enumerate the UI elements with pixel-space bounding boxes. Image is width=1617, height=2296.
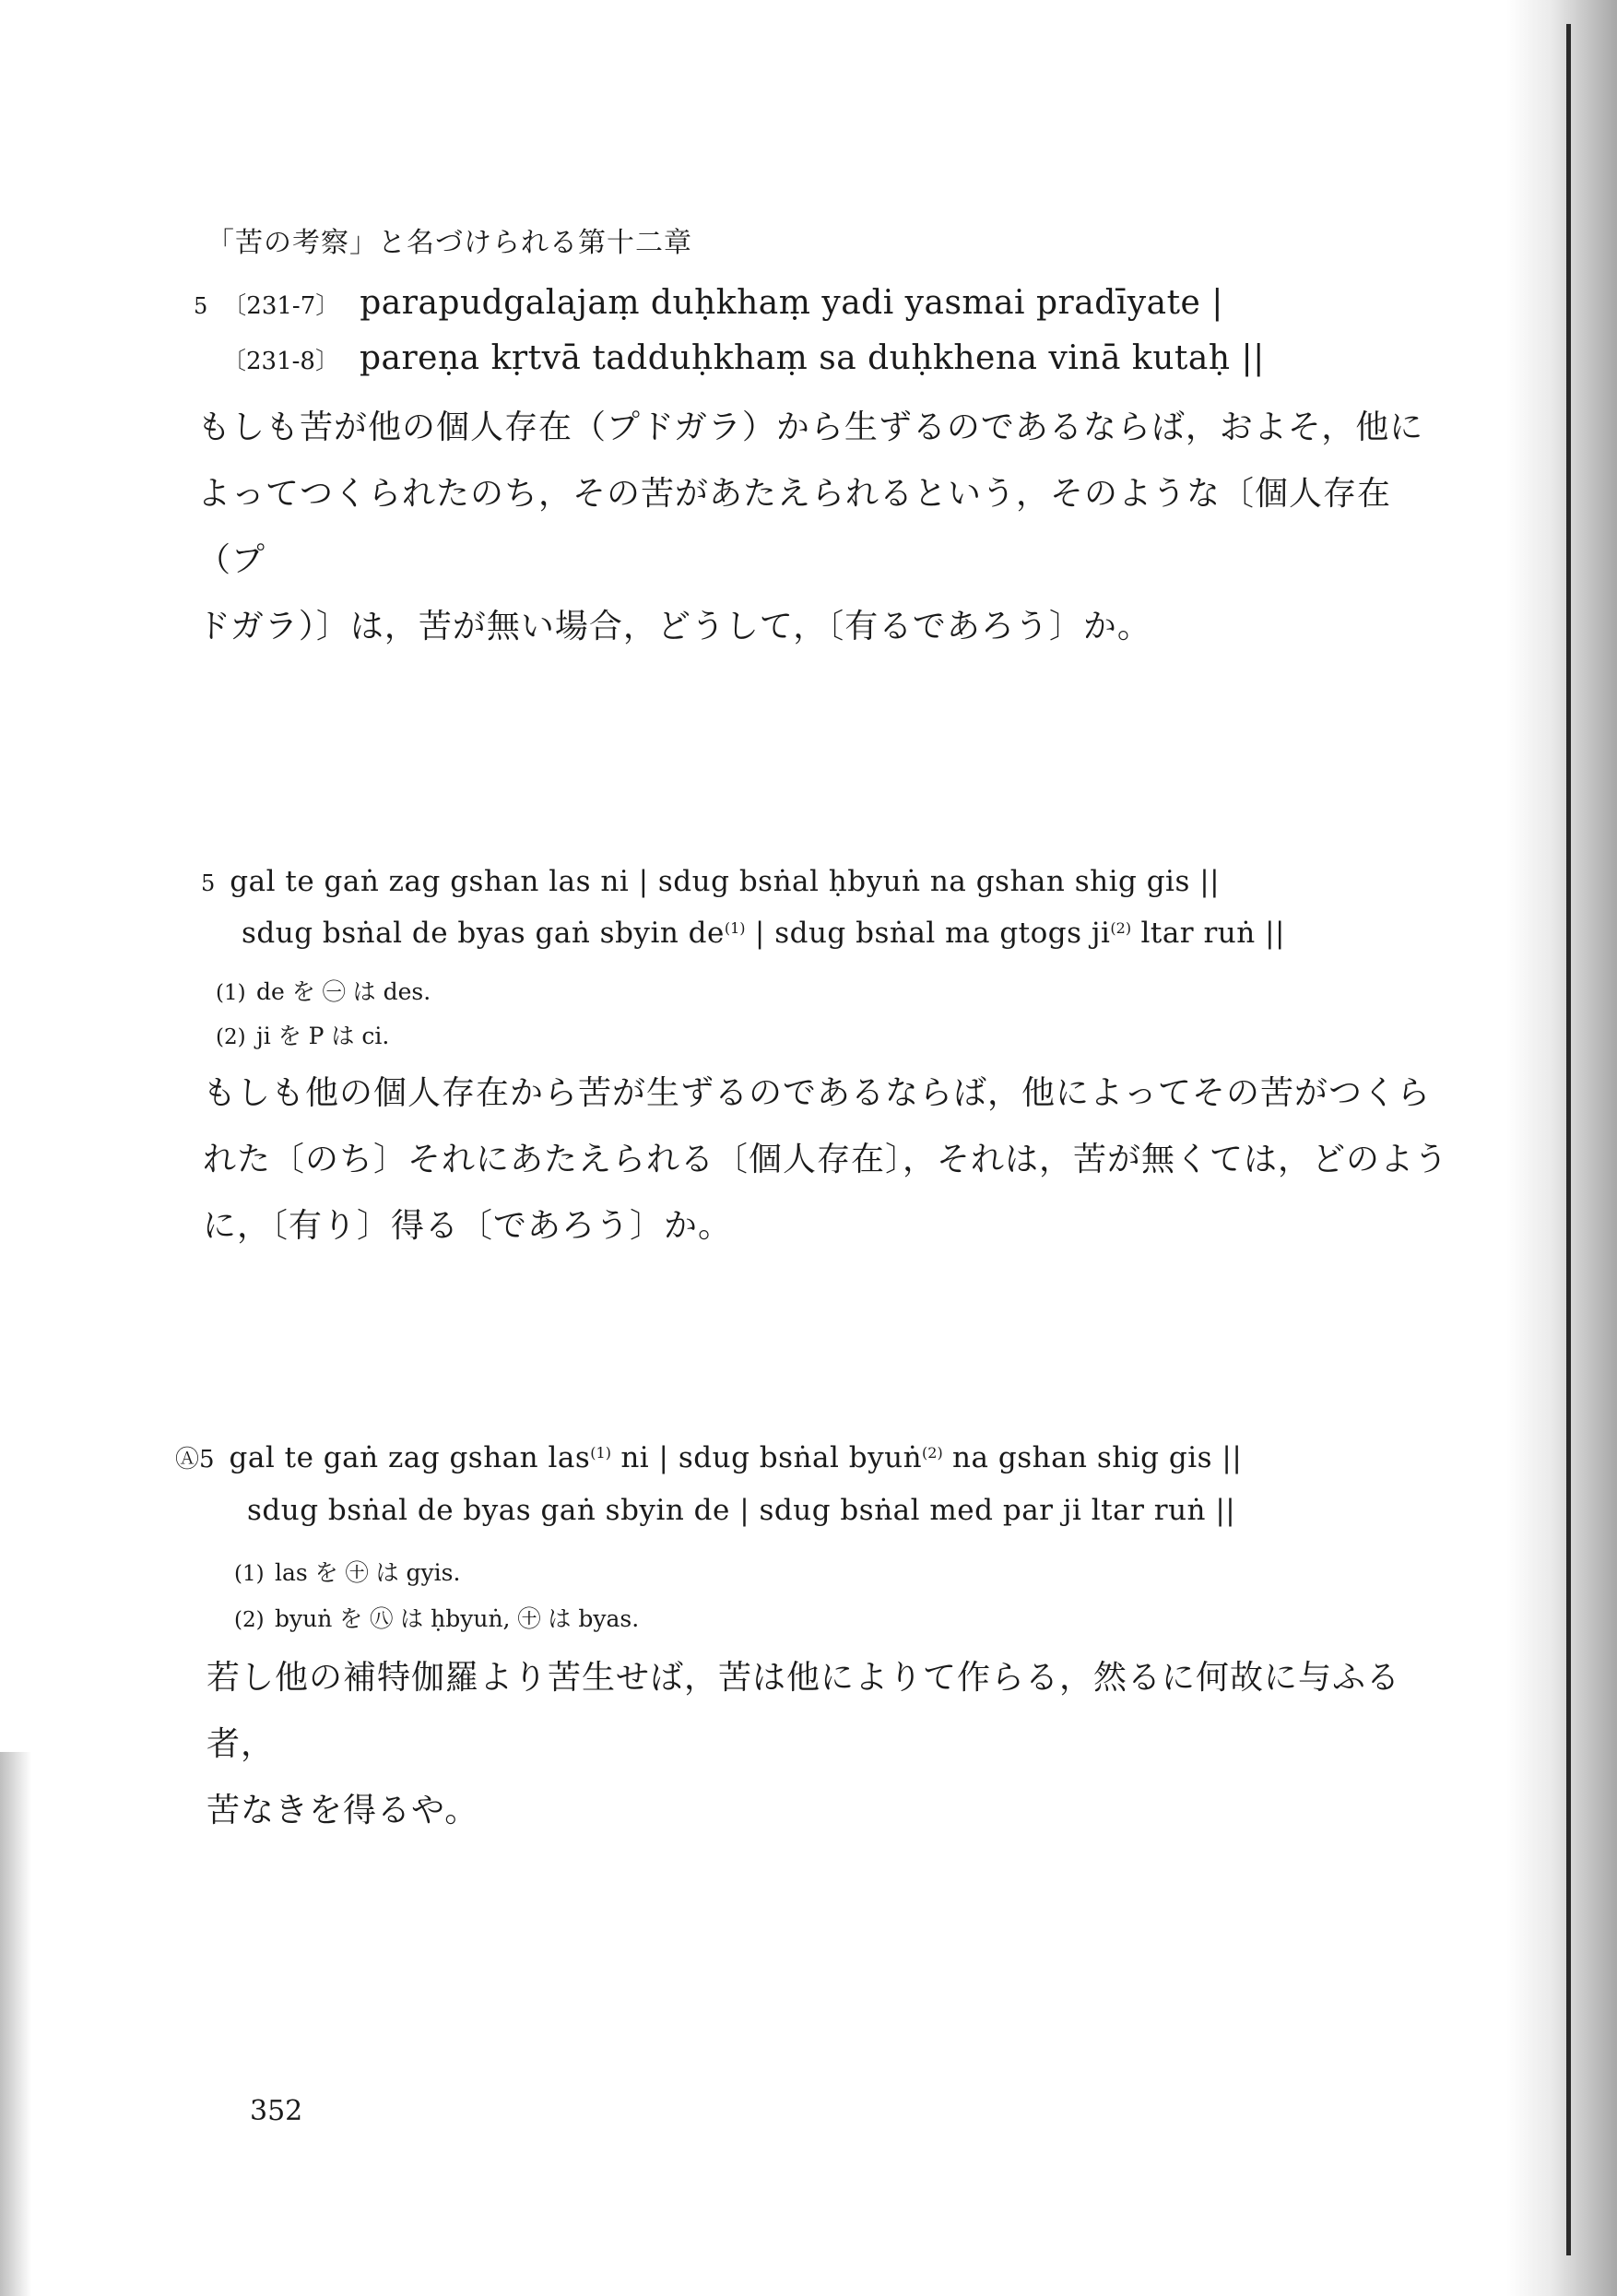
binding-shadow <box>0 1752 31 2296</box>
text-line: もしも苦が他の個人存在（プドガラ）から生ずるのであるならば，およそ，他に <box>197 408 1424 446</box>
sanskrit-line-1 <box>194 284 1223 322</box>
footnote-number: (1) <box>234 1562 265 1586</box>
tibetan-text: na gshan shig gis || <box>942 1441 1243 1474</box>
sanskrit-text: pareṇa kṛtvā tadduḥkhaṃ sa duḥkhena vinā kutaḥ || <box>359 339 1265 377</box>
footnote <box>234 1601 639 1634</box>
classical-translation <box>207 1645 1460 1844</box>
footnote <box>234 1555 460 1588</box>
japanese-translation-2 <box>203 1060 1457 1260</box>
verse-number: 5 <box>201 870 216 896</box>
verse-number: 5 <box>194 293 208 319</box>
tibetan-line-1 <box>201 865 1220 898</box>
footnote-text: byuṅ を ㊇ は ḥbyuṅ, ㊉ は byas. <box>275 1605 640 1632</box>
footnote <box>216 974 431 1007</box>
footnote-text: ji を P は ci. <box>256 1023 390 1049</box>
tibetan-line-3 <box>175 1440 1242 1474</box>
footnote-marker: (2) <box>1110 919 1132 937</box>
page-edge-line <box>1566 24 1571 2255</box>
verse-number: Ⓐ5 <box>175 1446 215 1473</box>
footnote-marker: (2) <box>922 1444 943 1462</box>
text-line: よってつくられたのち，その苦があたえられるという，そのような〔個人存在（プ <box>197 475 1392 579</box>
page-number: 352 <box>250 2095 303 2127</box>
tibetan-text: ni | sdug bsṅal byuṅ <box>610 1441 923 1474</box>
tibetan-text: sdug bsṅal de byas gaṅ sbyin de | sdug bsṅal med par ji ltar ruṅ || <box>247 1494 1236 1527</box>
verse-reference: 〔231-8〕 <box>222 348 339 375</box>
text-line: に，〔有り〕得る〔であろう〕か。 <box>203 1207 733 1245</box>
japanese-translation-1 <box>197 395 1451 660</box>
tibetan-text: | sdug bsṅal ma gtogs ji <box>745 917 1111 950</box>
text-line: ドガラ）〕は，苦が無い場合，どうして，〔有るであろう〕か。 <box>197 608 1151 645</box>
text-line: もしも他の個人存在から苦が生ずるのであるならば，他によってその苦がつくら <box>203 1074 1432 1112</box>
chapter-heading: 「苦の考察」と名づけられる第十二章 <box>207 227 692 259</box>
tibetan-text: ltar ruṅ || <box>1131 917 1285 950</box>
tibetan-text: gal te gaṅ zag gshan las ni | sdug bsṅal ḥbyuṅ na gshan shig gis || <box>230 865 1221 898</box>
sanskrit-text: parapudgalajaṃ duḥkhaṃ yadi yasmai pradīyate | <box>360 284 1223 322</box>
footnote-text: de を ㊀ は des. <box>256 978 431 1005</box>
footnote-number: (2) <box>216 1025 246 1049</box>
footnote <box>216 1018 389 1051</box>
tibetan-text: sdug bsṅal de byas gaṅ sbyin de <box>242 917 725 950</box>
footnote-marker: (1) <box>724 919 746 937</box>
text-line: れた〔のち〕それにあたえられる〔個人存在〕，それは，苦が無くては，どのよう <box>203 1141 1449 1178</box>
tibetan-text: gal te gaṅ zag gshan las <box>229 1441 591 1474</box>
sanskrit-line-2 <box>222 339 1265 377</box>
verse-reference: 〔231-7〕 <box>222 292 340 320</box>
footnote-number: (1) <box>216 981 246 1005</box>
text-line: 若し他の補特伽羅より苦生せば，苦は他によりて作らる，然るに何故に与ふる者， <box>207 1659 1401 1763</box>
footnote-marker: (1) <box>590 1444 611 1462</box>
text-line: 苦なきを得るや。 <box>207 1792 479 1829</box>
footnote-number: (2) <box>234 1608 265 1632</box>
tibetan-line-2 <box>242 917 1285 950</box>
footnote-text: las を ㊉ は gyis. <box>275 1559 461 1586</box>
page-edge-shadow <box>1506 0 1617 2296</box>
tibetan-line-4 <box>247 1494 1235 1527</box>
